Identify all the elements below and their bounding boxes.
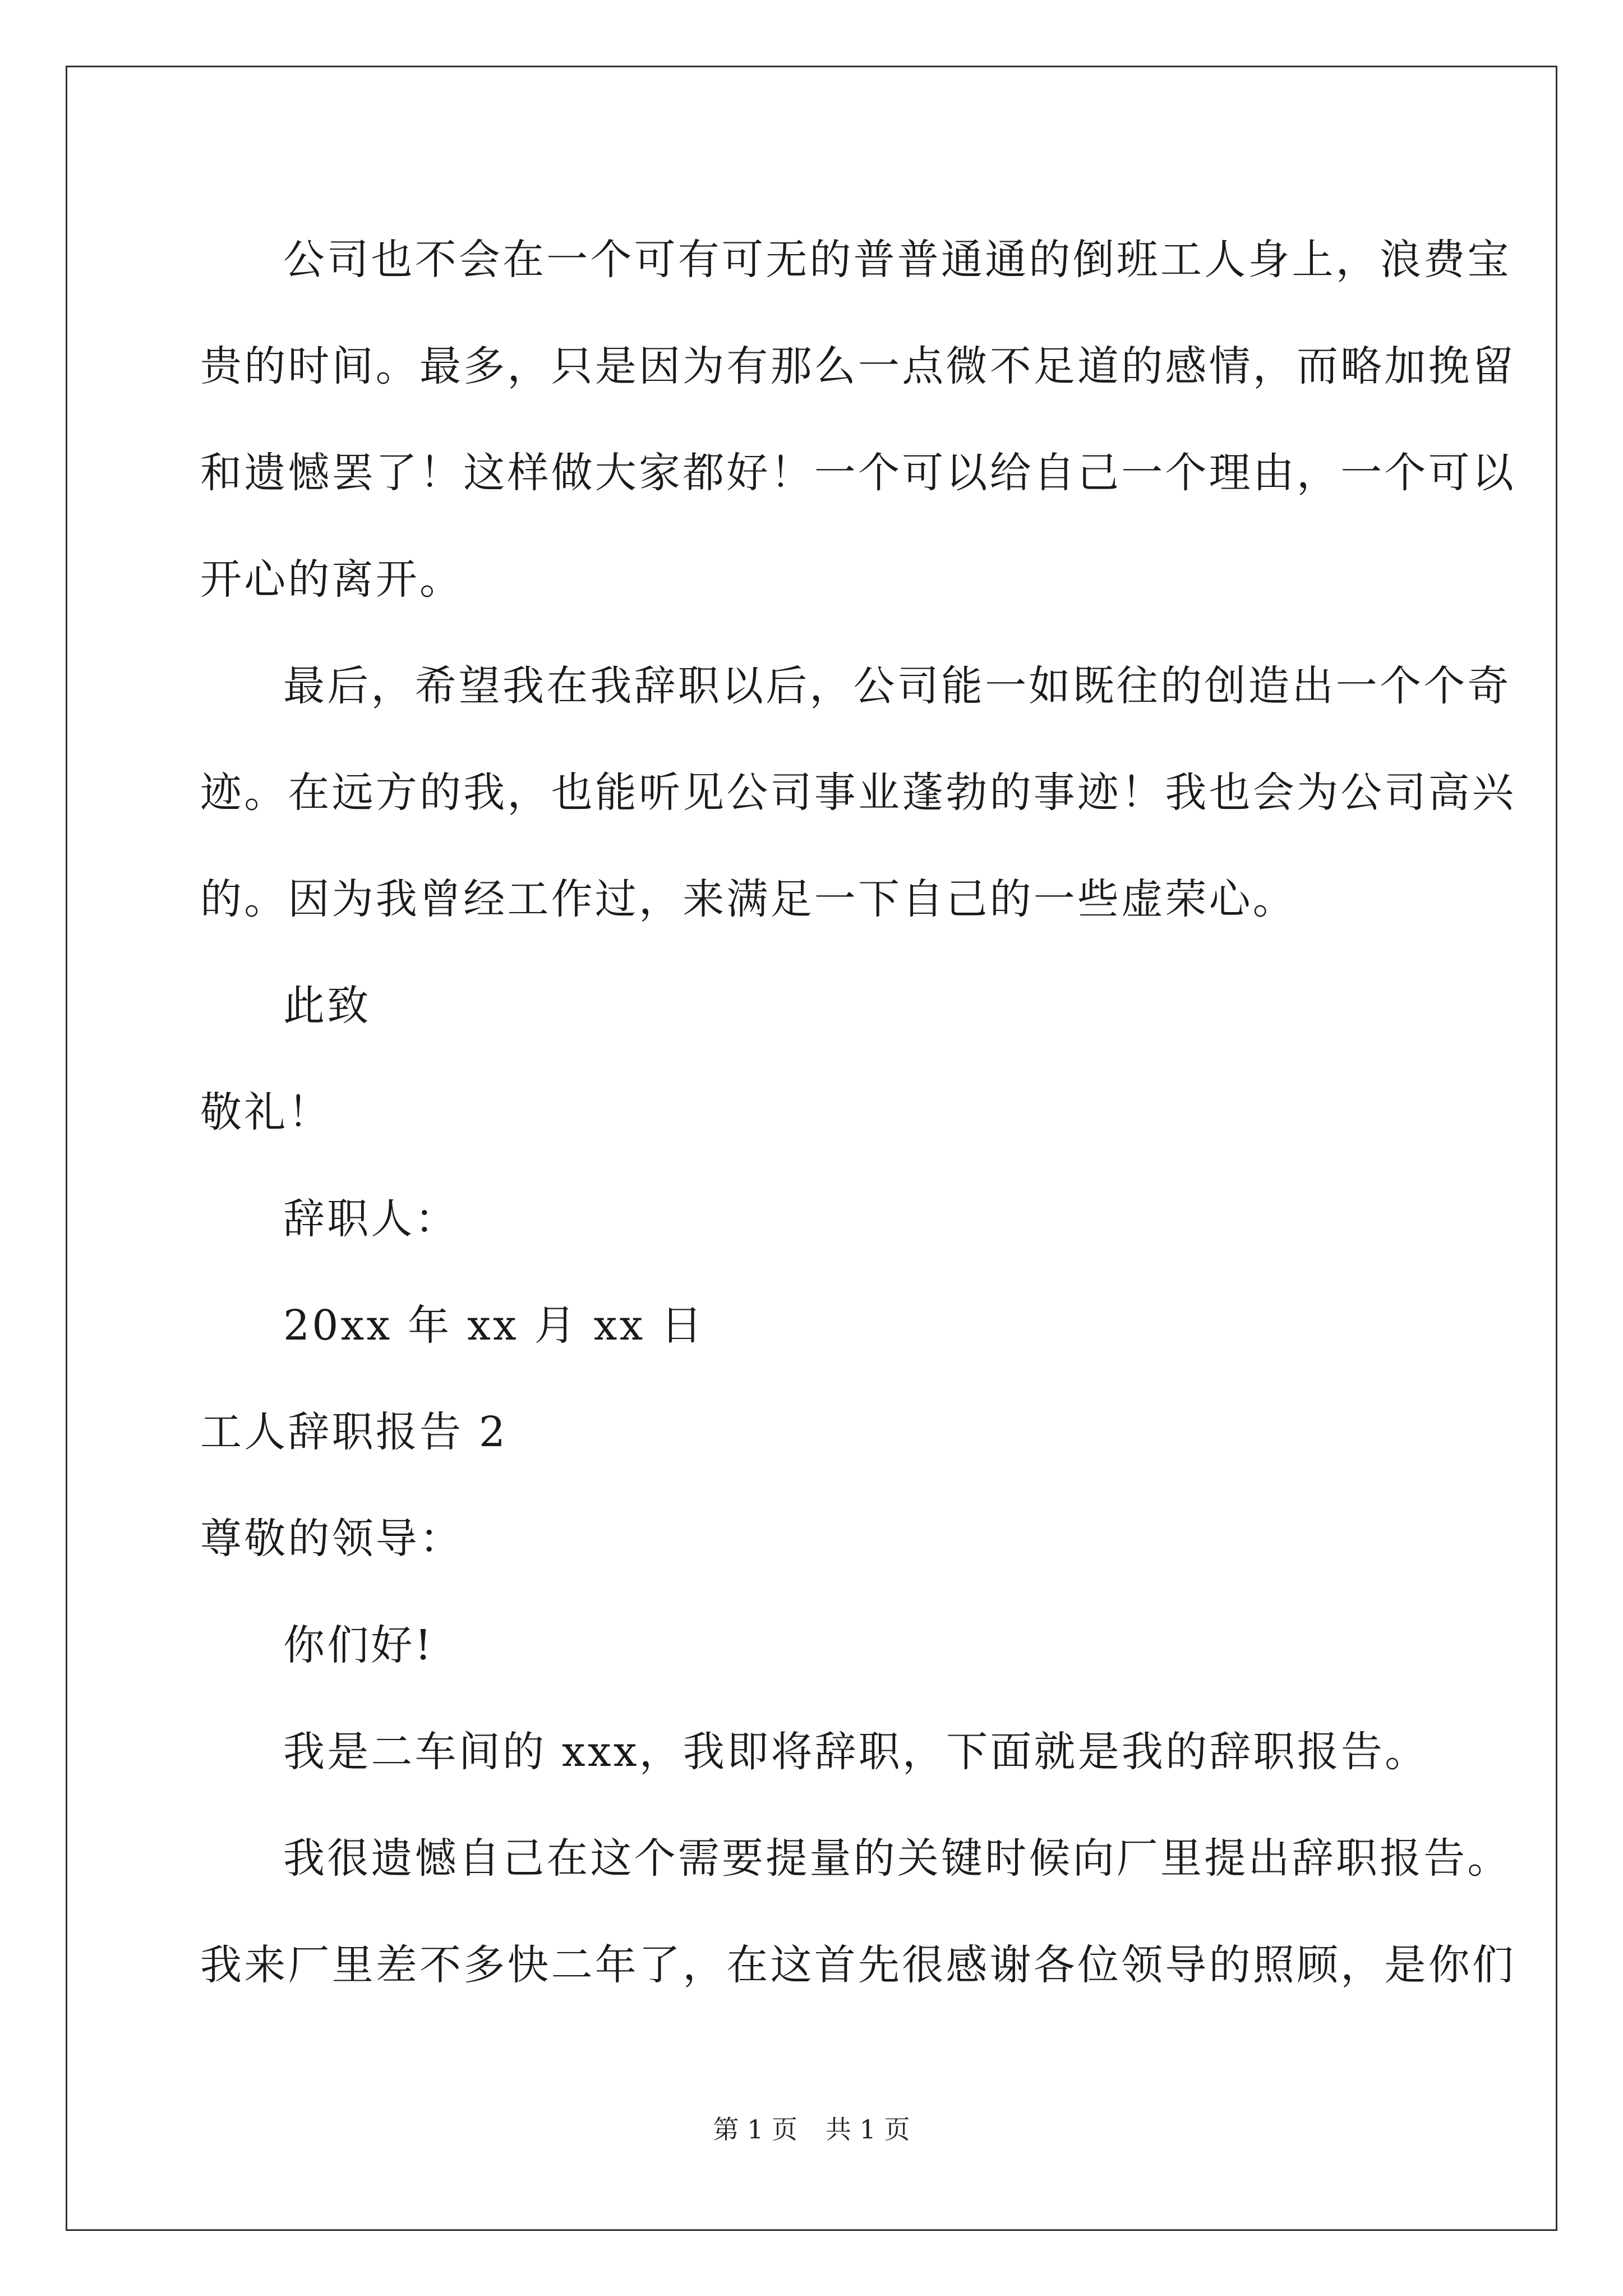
paragraph-line: 迹。在远方的我，也能听见公司事业蓬勃的事迹！我也会为公司高兴: [200, 769, 1516, 817]
paragraph-line: 我是二车间的 xxx，我即将辞职，下面就是我的辞职报告。: [283, 1728, 1429, 1776]
paragraph-line: 我很遗憾自己在这个需要提量的关键时候向厂里提出辞职报告。: [283, 1834, 1511, 1883]
signature-label: 辞职人：: [283, 1195, 459, 1243]
page-number-current: 第 1 页: [713, 2114, 797, 2145]
signature-date: 20xx 年 xx 月 xx 日: [283, 1301, 705, 1350]
paragraph-line: 开心的离开。: [200, 555, 464, 604]
paragraph-line: 和遗憾罢了！这样做大家都好！一个可以给自己一个理由，一个可以: [200, 449, 1516, 497]
paragraph-line: 的。因为我曾经工作过，来满足一下自己的一些虚荣心。: [200, 875, 1297, 923]
page-footer: [0, 2113, 1623, 2146]
paragraph-line: 我来厂里差不多快二年了，在这首先很感谢各位领导的照顾，是你们: [200, 1941, 1516, 1989]
closing-salutation: 此致: [283, 982, 371, 1030]
paragraph-line: 公司也不会在一个可有可无的普普通通的倒班工人身上，浪费宝: [283, 236, 1511, 284]
greeting-addressee: 尊敬的领导：: [200, 1515, 464, 1563]
closing-regards: 敬礼！: [200, 1088, 332, 1137]
document-body: [200, 206, 1516, 2018]
paragraph-line: 贵的时间。最多，只是因为有那么一点微不足道的感情，而略加挽留: [200, 342, 1516, 390]
paragraph-line: 最后，希望我在我辞职以后，公司能一如既往的创造出一个个奇: [283, 662, 1511, 710]
section-heading: 工人辞职报告 2: [200, 1408, 508, 1456]
greeting: 你们好!: [283, 1621, 434, 1669]
page-number-total: 共 1 页: [826, 2114, 910, 2145]
